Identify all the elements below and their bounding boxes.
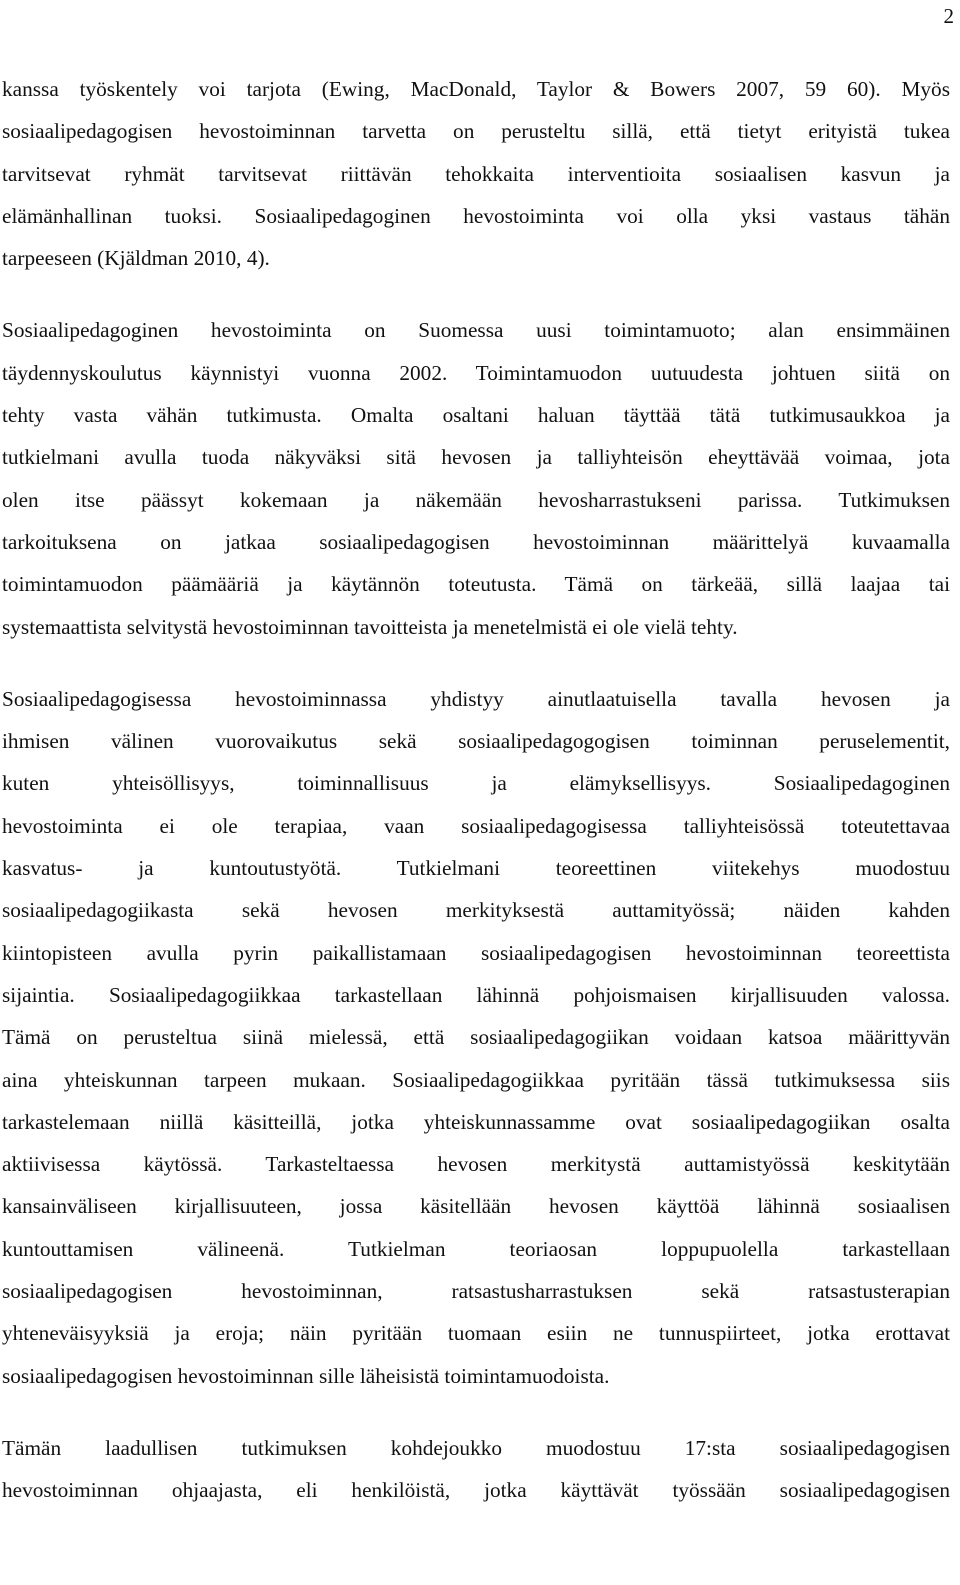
text-line: sosiaalipedagogisen hevostoiminnan sille läheisistä toimintamuodoista. bbox=[2, 1363, 610, 1388]
text-line: kuten yhteisöllisyys, toiminnallisuus ja elämyksellisyys. Sosiaalipedagoginen bbox=[2, 771, 950, 796]
text-line: systemaattista selvitystä hevostoiminnan tavoitteista ja menetelmistä ei ole vielä tehty. bbox=[2, 614, 738, 639]
text-line: Tämä on perusteltua siinä mielessä, että sosiaalipedagogiikan voidaan katsoa määrittyvän bbox=[2, 1025, 950, 1050]
text-line: kasvatus- ja kuntoutustyötä. Tutkielmani teoreettinen viitekehys muodostuu bbox=[2, 856, 950, 881]
text-line: aina yhteiskunnan tarpeen mukaan. Sosiaalipedagogiikkaa pyritään tässä tutkimuksessa siis bbox=[2, 1067, 950, 1092]
paragraph-2 bbox=[2, 309, 950, 647]
paragraph-3 bbox=[2, 678, 950, 1397]
text-line: tarpeeseen (Kjäldman 2010, 4). bbox=[2, 246, 270, 271]
text-line: kuntouttamisen välineenä. Tutkielman teoriaosan loppupuolella tarkastellaan bbox=[2, 1236, 950, 1261]
text-line: Sosiaalipedagoginen hevostoiminta on Suomessa uusi toimintamuoto; alan ensimmäinen bbox=[2, 318, 950, 343]
text-line: täydennyskoulutus käynnistyi vuonna 2002. Toimintamuodon uutuudesta johtuen siitä on bbox=[2, 360, 950, 385]
body-text bbox=[2, 68, 950, 1512]
text-line: tarkastelemaan niillä käsitteillä, jotka yhteiskunnassamme ovat sosiaalipedagogiikan osalta bbox=[2, 1109, 950, 1134]
text-line: tehty vasta vähän tutkimusta. Omalta osaltani haluan täyttää tätä tutkimusaukkoa ja bbox=[2, 403, 950, 428]
paragraph-4 bbox=[2, 1427, 950, 1512]
text-line: sosiaalipedagogisen hevostoiminnan tarvetta on perusteltu sillä, että tietyt erityistä tukea bbox=[2, 119, 950, 144]
text-line: hevostoiminnan ohjaajasta, eli henkilöistä, jotka käyttävät työssään sosiaalipedagogisen bbox=[2, 1478, 950, 1503]
text-line: hevostoiminta ei ole terapiaa, vaan sosiaalipedagogisessa talliyhteisössä toteutettavaa bbox=[2, 813, 950, 838]
text-line: sosiaalipedagogisen hevostoiminnan, ratsastusharrastuksen sekä ratsastusterapian bbox=[2, 1279, 950, 1304]
text-line: kiintopisteen avulla pyrin paikallistamaan sosiaalipedagogisen hevostoiminnan teoreettista bbox=[2, 940, 950, 965]
text-line: Sosiaalipedagogisessa hevostoiminnassa yhdistyy ainutlaatuisella tavalla hevosen ja bbox=[2, 686, 950, 711]
text-line: olen itse päässyt kokemaan ja näkemään hevosharrastukseni parissa. Tutkimuksen bbox=[2, 487, 950, 512]
text-line: tarkoituksena on jatkaa sosiaalipedagogisen hevostoiminnan määrittelyä kuvaamalla bbox=[2, 529, 950, 554]
text-line: kanssa työskentely voi tarjota (Ewing, MacDonald, Taylor & Bowers 2007, 59 60). Myös bbox=[2, 77, 950, 101]
text-line: tarvitsevat ryhmät tarvitsevat riittävän tehokkaita interventioita sosiaalisen kasvun ja bbox=[2, 161, 950, 186]
text-line: yhteneväisyyksiä ja eroja; näin pyritään tuomaan esiin ne tunnuspiirteet, jotka erottavat bbox=[2, 1321, 950, 1346]
text-line: sijaintia. Sosiaalipedagogiikkaa tarkastellaan lähinnä pohjoismaisen kirjallisuuden valossa. bbox=[2, 982, 950, 1007]
text-line: aktiivisessa käytössä. Tarkasteltaessa hevosen merkitystä auttamistyössä keskitytään bbox=[2, 1152, 950, 1177]
text-line: elämänhallinan tuoksi. Sosiaalipedagoginen hevostoiminta voi olla yksi vastaus tähän bbox=[2, 203, 950, 228]
page-number: 2 bbox=[943, 4, 954, 28]
text-line: kansainväliseen kirjallisuuteen, jossa käsitellään hevosen käyttöä lähinnä sosiaalisen bbox=[2, 1194, 950, 1219]
paragraph-1 bbox=[2, 68, 950, 279]
text-line: tutkielmani avulla tuoda näkyväksi sitä hevosen ja talliyhteisön eheyttävää voimaa, jota bbox=[2, 445, 950, 470]
text-line: toimintamuodon päämääriä ja käytännön toteutusta. Tämä on tärkeää, sillä laajaa tai bbox=[2, 572, 950, 597]
text-line: sosiaalipedagogiikasta sekä hevosen merkityksestä auttamityössä; näiden kahden bbox=[2, 898, 950, 923]
text-line: Tämän laadullisen tutkimuksen kohdejoukko muodostuu 17:sta sosiaalipedagogisen bbox=[2, 1435, 950, 1460]
text-line: ihmisen välinen vuorovaikutus sekä sosiaalipedagogogisen toiminnan peruselementit, bbox=[2, 729, 950, 754]
